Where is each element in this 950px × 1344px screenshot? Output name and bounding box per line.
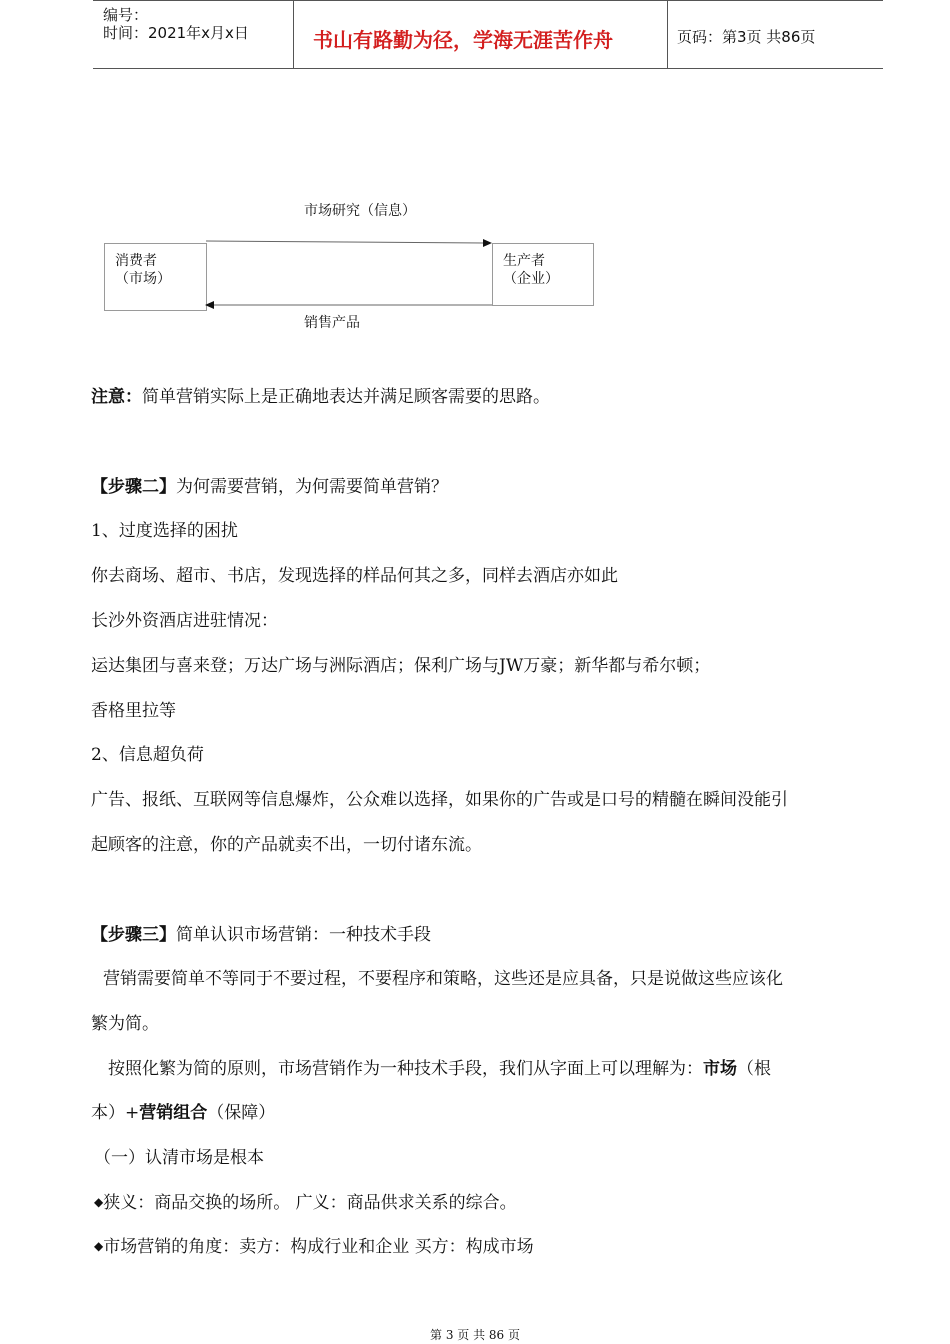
diamond-bullet-icon: ◆ xyxy=(94,1239,104,1253)
step3-para2-text: 本）+ xyxy=(91,1103,140,1123)
header-motto: 书山有路勤为径，学海无涯苦作舟 xyxy=(313,28,613,52)
note-paragraph xyxy=(91,386,550,408)
header-divider xyxy=(667,0,668,68)
step2-line: 运达集团与喜来登；万达广场与洲际酒店；保利广场与JW万豪；新华都与希尔顿； xyxy=(91,656,711,676)
note-text: 简单营销实际上是正确地表达并满足顾客需要的思路。 xyxy=(142,387,550,407)
note-label: 注意： xyxy=(91,387,142,407)
step2-label: 【步骤二】 xyxy=(91,477,176,497)
step3-label: 【步骤三】 xyxy=(91,925,176,945)
header-divider xyxy=(293,0,294,68)
header-time: 时间：2021年x月x日 xyxy=(103,24,249,42)
step3-para2-line2 xyxy=(91,1102,275,1124)
header-top-rule xyxy=(93,0,883,1)
step2-heading xyxy=(91,476,448,498)
step3-market-term: 市场 xyxy=(703,1059,737,1079)
header-page-info: 页码：第3页 共86页 xyxy=(677,28,816,46)
step2-line: 广告、报纸、互联网等信息爆炸，公众难以选择，如果你的广告或是口号的精髓在瞬间没能引 xyxy=(91,790,788,810)
consumer-box-line2: （市场） xyxy=(115,271,171,287)
producer-box xyxy=(492,243,594,306)
step3-para2-paren: （保障） xyxy=(207,1103,276,1123)
consumer-box-line1: 消费者 xyxy=(115,253,157,269)
bullet-item xyxy=(94,1192,517,1215)
bullet-item xyxy=(94,1236,534,1259)
step3-heading xyxy=(91,924,431,946)
step3-title: 简单认识市场营销：一种技术手段 xyxy=(176,925,431,945)
header-number: 编号： xyxy=(103,6,149,24)
producer-box-line2: （企业） xyxy=(503,271,559,287)
bullet-text: 狭义：商品交换的场所。 广义：商品供求关系的综合。 xyxy=(103,1193,517,1213)
research-arrow-line xyxy=(206,241,484,243)
sales-arrow-head xyxy=(205,301,214,309)
diamond-bullet-icon: ◆ xyxy=(94,1195,104,1209)
step2-line: 2、信息超负荷 xyxy=(91,745,204,765)
step3-para2-line1 xyxy=(108,1058,771,1080)
step2-line: 你去商场、超市、书店，发现选择的样品何其之多，同样去酒店亦如此 xyxy=(91,566,618,586)
diagram-bottom-label: 销售产品 xyxy=(304,315,360,331)
step3-para2-paren: （根 xyxy=(737,1059,771,1079)
step2-line: 香格里拉等 xyxy=(91,701,176,721)
diagram-arrows xyxy=(200,232,500,312)
header-bottom-rule xyxy=(93,68,883,69)
step3-para1-line2: 繁为简。 xyxy=(91,1014,159,1034)
step3-para2-text: 按照化繁为简的原则，市场营销作为一种技术手段，我们从字面上可以理解为： xyxy=(108,1059,703,1079)
consumer-box xyxy=(104,243,207,311)
step2-line: 长沙外资酒店进驻情况： xyxy=(91,611,278,631)
producer-box-line1: 生产者 xyxy=(503,253,545,269)
step3-para1-line1: 营销需要简单不等同于不要过程，不要程序和策略，这些还是应具备，只是说做这些应该化 xyxy=(103,969,783,989)
page-footer: 第 3 页 共 86 页 xyxy=(430,1328,520,1342)
step2-title: 为何需要营销，为何需要简单营销？ xyxy=(176,477,448,497)
research-arrow-head xyxy=(483,239,492,247)
step2-line: 起顾客的注意，你的产品就卖不出，一切付诸东流。 xyxy=(91,835,482,855)
bullet-text: 市场营销的角度：卖方：构成行业和企业 买方：构成市场 xyxy=(103,1237,534,1257)
step2-line: 1、过度选择的困扰 xyxy=(91,521,238,541)
step3-subheading: （一）认清市场是根本 xyxy=(94,1148,264,1168)
diagram-top-label: 市场研究（信息） xyxy=(304,203,416,219)
step3-marketing-mix-term: 营销组合 xyxy=(139,1103,208,1123)
